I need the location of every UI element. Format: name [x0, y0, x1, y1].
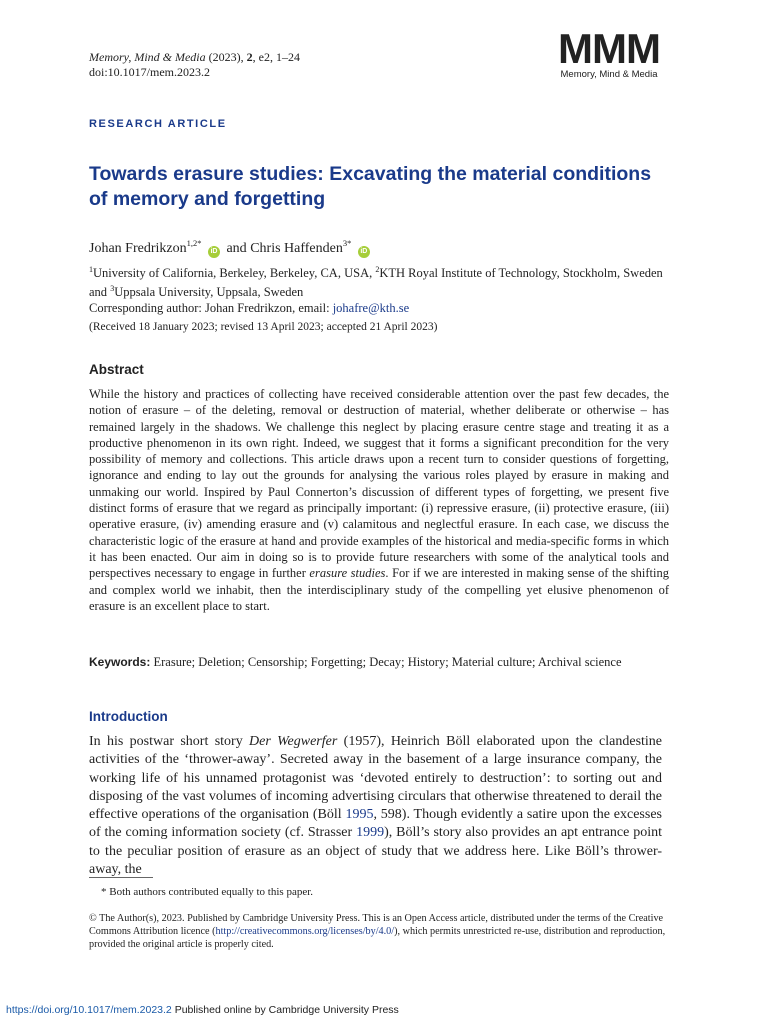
abstract-emphasis: erasure studies [309, 566, 386, 581]
license-notice [89, 912, 669, 951]
keywords-text: Erasure; Deletion; Censorship; Forgetting; Decay; History; Material culture; Archival science [150, 655, 622, 669]
abstract-part: While the history and practices of collecting have received considerable attention over the past few decades, the notion of erasure – of the deleting, removal or destruction of material, whether deliberate or otherwise – has remained largely in the shadows. We challenge this neglect by placing erasure centre stage and treating it as a productive phenomenon in its own right. Indeed, we suggest that it forms a significant precondition for the very possibility of memory and collections. This article draws upon a recent turn to consider questions of forgetting, ignorance and ending to lay out the grounds for analysing the various roles played by erasure in making and unmaking our world. Inspired by Paul Connerton’s discussion of different types of forgetting, we present five distinct forms of erasure that we regard as principally important: (i) repressive erasure, (ii) protective erasure, (iii) operative erasure, (iv) amending erasure and (v) calamitous and neglectful erasure. In each case, we discuss the characteristic logic of the erasure at hand and provide examples of the historical and media-specific forms in which it has been enacted. Our aim in doing so is to provide future researchers with some of the analytical tools and perspectives necessary to engage in further [89, 387, 669, 581]
author-affiliation-mark: 3* [342, 238, 352, 248]
citation-link[interactable]: 1999 [356, 825, 385, 841]
orcid-icon[interactable]: iD [208, 246, 220, 258]
citation-link[interactable]: 1995 [345, 807, 374, 823]
logo-name: Memory, Mind & Media [560, 69, 658, 80]
journal-citation [89, 50, 300, 80]
affiliation-text: KTH Royal Institute of Technology, Stockholm, Sweden and [89, 266, 663, 299]
introduction-heading: Introduction [89, 709, 168, 724]
page-footer [6, 1004, 399, 1017]
journal-logo [553, 25, 665, 81]
author-affiliation-mark: 1,2* [186, 238, 202, 248]
received-dates: (Received 18 January 2023; revised 13 April 2023; accepted 21 April 2023) [89, 321, 438, 333]
article-title: Towards erasure studies: Excavating the material conditions of memory and forgetting [89, 163, 652, 210]
affiliation-text: Uppsala University, Uppsala, Sweden [114, 285, 304, 299]
affiliation-mark: 3 [110, 284, 115, 293]
journal-doi: doi:10.1017/mem.2023.2 [89, 65, 210, 79]
orcid-icon[interactable]: iD [358, 246, 370, 258]
intro-part: ), Böll’s story also provides an apt entrance point to the peculiar position of erasure as an object of study that we address here. Like Böll’s thrower-away, the [89, 825, 663, 878]
intro-part: In his postwar short story [89, 734, 250, 749]
abstract-text [89, 386, 669, 614]
intro-part: (1957), Heinrich Böll elaborated upon the clandestine activities of the ‘thrower-away’. Secreted away in the basement of a large insurance company, the working life of his unnamed protagonist was ‘devoted entirely to destruction’: to sorting out and disposing of the vast volumes of incoming advertising circulars that otherwise threatened to derail the effective operations of the organisation (Böll [89, 734, 663, 823]
logo-mark: MMM [558, 25, 660, 72]
author-name: Johan Fredrikzon [89, 241, 187, 256]
keywords-label: Keywords: [89, 655, 151, 669]
affiliations [89, 262, 669, 316]
introduction-text [89, 733, 662, 879]
affiliation-mark: 1 [89, 265, 93, 274]
keywords [89, 654, 669, 670]
corresponding-author: Corresponding author: Johan Fredrikzon, email: [89, 301, 333, 315]
article-type-label: RESEARCH ARTICLE [89, 118, 227, 130]
author-list [89, 234, 373, 258]
affiliation-text: University of California, Berkeley, Berkeley, CA, USA, [93, 266, 376, 280]
journal-year: (2023), [205, 50, 247, 64]
journal-pages: , e2, 1–24 [252, 50, 300, 64]
doi-link[interactable]: https://doi.org/10.1017/mem.2023.2 [6, 1004, 172, 1016]
intro-part: , 598). Though evidently a satire upon the excesses of the coming information society (cf. Strasser [89, 807, 662, 841]
affiliation-mark: 2 [375, 265, 380, 274]
email-link[interactable]: johafre@kth.se [332, 301, 410, 315]
intro-emphasis: Der Wegwerfer [249, 734, 338, 749]
abstract-heading: Abstract [89, 362, 144, 377]
journal-volume: 2 [246, 50, 253, 64]
footnote: * Both authors contributed equally to this paper. [101, 886, 314, 898]
journal-name: Memory, Mind & Media [89, 50, 206, 64]
license-link[interactable]: http://creativecommons.org/licenses/by/4.0/ [215, 926, 395, 937]
license-part: ), which permits unrestricted re-use, distribution and reproduction, provided the original article is properly cited. [89, 926, 666, 950]
author-name: Chris Haffenden [250, 241, 343, 256]
abstract-part: . For if we are interested in making sense of the shifting and complex world we inhabit, then the interdisciplinary study of the compelling yet elusive phenomenon of erasure is an excellent place to start. [89, 566, 669, 613]
license-part: © The Author(s), 2023. Published by Cambridge University Press. This is an Open Access article, distributed under the terms of the Creative Commons Attribution licence ( [89, 913, 664, 937]
footnote-divider [89, 877, 153, 878]
author-conjunction: and [222, 241, 251, 256]
footer-text: Published online by Cambridge University Press [171, 1004, 399, 1016]
